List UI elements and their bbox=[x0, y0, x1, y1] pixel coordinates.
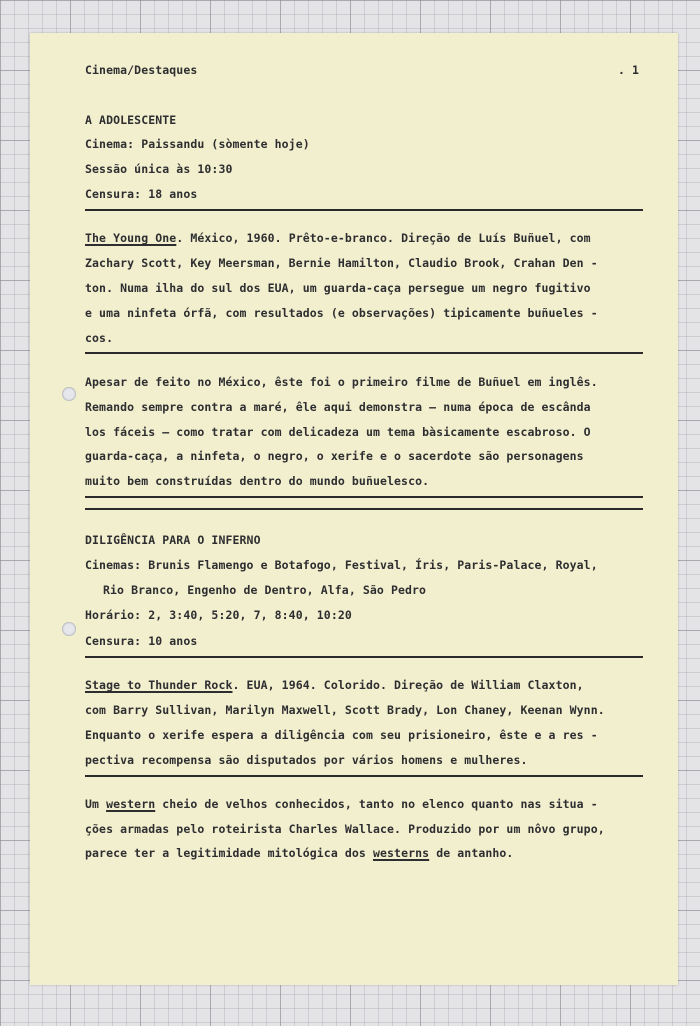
film2-original-title: Stage to Thunder Rock bbox=[85, 678, 233, 692]
film1-censorship: Censura: 18 anos bbox=[85, 187, 198, 201]
punch-hole bbox=[62, 622, 76, 636]
film2-synopsis-line3: Enquanto o xerife espera a diligência com seu prisioneiro, êste e a res - bbox=[85, 728, 598, 742]
divider bbox=[85, 209, 643, 211]
film1-review-line4: guarda-caça, a ninfeta, o negro, o xerife e o sacerdote são personagens bbox=[85, 449, 584, 463]
divider bbox=[85, 352, 643, 354]
film2-synopsis-line bbox=[85, 678, 584, 692]
page-number: . 1 bbox=[618, 63, 640, 77]
film1-review-line2: Remando sempre contra a maré, êle aqui demonstra — numa época de escânda bbox=[85, 400, 591, 414]
film1-cinema: Cinema: Paissandu (sòmente hoje) bbox=[85, 137, 310, 151]
film1-session: Sessão única às 10:30 bbox=[85, 162, 233, 176]
westerns-term: westerns bbox=[372, 846, 430, 860]
film1-synopsis-line5: cos. bbox=[85, 331, 114, 345]
film2-cinemas-line1: Cinemas: Brunis Flamengo e Botafogo, Festival, Íris, Paris-Palace, Royal, bbox=[85, 558, 598, 572]
divider bbox=[85, 775, 643, 777]
film1-original-title: The Young One bbox=[85, 231, 177, 245]
film1-review-line3: los fáceis — como tratar com delicadeza um tema bàsicamente escabroso. O bbox=[85, 425, 591, 439]
film1-synopsis-line1: . México, 1960. Prêto-e-branco. Direção de Luís Buñuel, com bbox=[176, 231, 591, 245]
film1-synopsis-line2: Zachary Scott, Key Meersman, Bernie Hamilton, Claudio Brook, Crahan Den - bbox=[85, 256, 598, 270]
divider bbox=[85, 496, 643, 498]
film1-synopsis-line3: ton. Numa ilha do sul dos EUA, um guarda-caça persegue um negro fugitivo bbox=[85, 281, 591, 295]
film2-review-text: parece ter a legitimidade mitológica dos bbox=[85, 846, 373, 860]
film1-synopsis-line bbox=[85, 231, 591, 245]
film1-review-line1: Apesar de feito no México, êste foi o primeiro filme de Buñuel em inglês. bbox=[85, 375, 598, 389]
film2-schedule: Horário: 2, 3:40, 5:20, 7, 8:40, 10:20 bbox=[85, 608, 352, 622]
section-header: Cinema/Destaques bbox=[85, 63, 198, 77]
film2-review-line1 bbox=[85, 797, 598, 811]
divider bbox=[85, 656, 643, 658]
film2-synopsis-line2: com Barry Sullivan, Marilyn Maxwell, Scott Brady, Lon Chaney, Keenan Wynn. bbox=[85, 703, 605, 717]
typewritten-page bbox=[30, 33, 678, 985]
film2-cinemas-line2: Rio Branco, Engenho de Dentro, Alfa, São Pedro bbox=[103, 583, 427, 597]
western-term: western bbox=[106, 797, 156, 811]
film1-synopsis-line4: e uma ninfeta órfã, com resultados (e observações) tipicamente buñueles - bbox=[85, 306, 598, 320]
punch-hole bbox=[62, 387, 76, 401]
film2-censorship: Censura: 10 anos bbox=[85, 634, 198, 648]
film1-review-line5: muito bem construídas dentro do mundo buñuelesco. bbox=[85, 474, 430, 488]
film2-review-line3 bbox=[85, 846, 513, 860]
film2-review-text: cheio de velhos conhecidos, tanto no elenco quanto nas situa - bbox=[155, 797, 598, 811]
film2-synopsis-line1: . EUA, 1964. Colorido. Direção de William Claxton, bbox=[232, 678, 584, 692]
film2-synopsis-line4: pectiva recompensa são disputados por vários homens e mulheres. bbox=[85, 753, 528, 767]
film1-title: A ADOLESCENTE bbox=[85, 113, 177, 127]
film2-title: DILIGÊNCIA PARA O INFERNO bbox=[85, 533, 261, 547]
film2-review-text: Um bbox=[85, 797, 107, 811]
film2-review-line2: ções armadas pelo roteirista Charles Wallace. Produzido por um nôvo grupo, bbox=[85, 822, 605, 836]
film2-review-text: de antanho. bbox=[429, 846, 514, 860]
divider bbox=[85, 508, 643, 510]
